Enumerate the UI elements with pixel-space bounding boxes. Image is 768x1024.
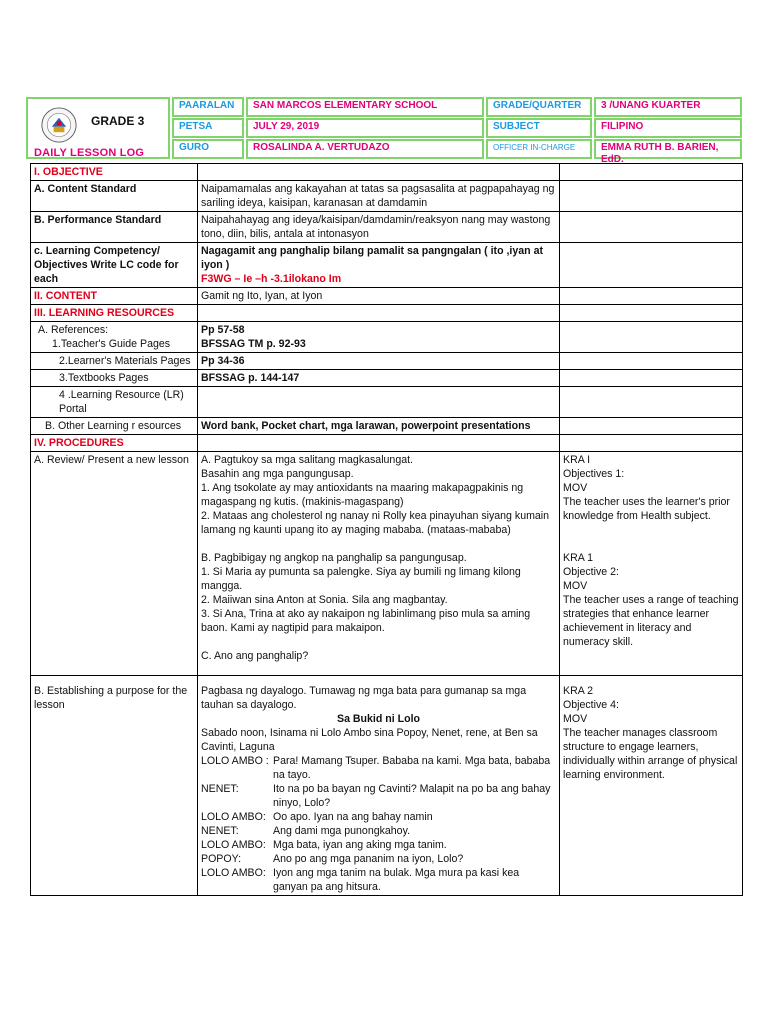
lr-portal-label: 4 .Learning Resource (LR) Portal [31,387,198,418]
performance-standard-label: B. Performance Standard [31,212,198,243]
other-resources-value: Word bank, Pocket chart, mga larawan, powerpoint presentations [198,418,560,435]
school-label: PAARALAN [172,97,244,117]
subject-value: FILIPINO [594,118,742,138]
objective-label: Objective 2: [563,566,619,578]
textbooks-pages: BFSSAG p. 144-147 [198,370,560,387]
teachers-guide-pages: Pp 57-58 [201,324,245,336]
speaker: LOLO AMBO : [201,755,269,767]
school-logo-box [26,97,170,159]
kra-description: The teacher uses the learner's prior knowledge from Health subject. [563,496,730,522]
subject-label: SUBJECT [486,118,592,138]
table-row [31,164,743,181]
table-row [31,212,743,243]
content-heading: II. CONTENT [31,288,198,305]
speaker: NENET: [201,783,239,795]
procedures-heading: IV. PROCEDURES [31,435,198,452]
purpose-label: B. Establishing a purpose for the lesson [31,676,198,896]
content-text: Gamit ng Ito, Iyan, at Iyon [198,288,560,305]
grade-quarter-label: GRADE/QUARTER [486,97,592,117]
dialogue-line [201,852,556,866]
kra-label: KRA I [563,454,591,466]
story-title: Sa Bukid ni Lolo [337,713,420,725]
lesson-log-header [26,97,742,165]
competency-label: c. Learning Competency/ Objectives Write LC code for each [31,243,198,288]
review-line: 3. Si Ana, Trina at ako ay nakaipon ng labinlimang piso mula sa aming baon. Kami ay nagtipid para makaipon. [201,608,531,634]
school-value: SAN MARCOS ELEMENTARY SCHOOL [246,97,484,117]
resources-heading: III. LEARNING RESOURCES [31,305,198,322]
kra-label: KRA 1 [563,552,594,564]
speech: Oo apo. Iyan na ang bahay namin [273,811,433,823]
table-row [31,435,743,452]
dialogue-line [201,838,556,852]
review-label: A. Review/ Present a new lesson [31,452,198,676]
deped-seal-icon [41,107,77,143]
review-line: B. Pagbibigay ng angkop na panghalip sa pangungusap. [201,552,467,564]
mov-label: MOV [563,580,588,592]
table-row [31,353,743,370]
content-standard-label: A. Content Standard [31,181,198,212]
table-row [31,387,743,418]
learners-materials-label: 2.Learner's Materials Pages [31,353,198,370]
table-row [31,452,743,676]
speech: Mga bata, iyan ang aking mga tanim. [273,839,447,851]
table-row [31,305,743,322]
dialogue-line [201,754,556,782]
teacher-value: ROSALINDA A. VERTUDAZO [246,139,484,159]
speech: Ano po ang mga pananim na iyon, Lolo? [273,853,464,865]
dialogue-line [201,866,556,894]
references-label: A. References: [38,324,109,336]
speaker: NENET: [201,825,239,837]
document-title: DAILY LESSON LOG [34,147,145,159]
textbooks-label: 3.Textbooks Pages [31,370,198,387]
table-row [31,243,743,288]
dialogue-line [201,810,556,824]
kra-description: The teacher uses a range of teaching strategies that enhance learner achievement in literacy and numeracy skill. [563,594,739,648]
objective-label: Objective 4: [563,699,619,711]
competency-text: Nagagamit ang panghalip bilang pamalit sa pangngalan ( ito ,iyan at iyon ) [201,245,543,271]
table-row [31,418,743,435]
speaker: LOLO AMBO: [201,867,266,879]
purpose-intro: Pagbasa ng dayalogo. Tumawag ng mga bata para gumanap sa mga tauhan sa dayalogo. [201,685,527,711]
other-resources-label: B. Other Learning r esources [31,418,198,435]
date-value: JULY 29, 2019 [246,118,484,138]
date-label: PETSA [172,118,244,138]
competency-code: F3WG – Ie –h -3.1ilokano Im [201,273,342,285]
kra-description: The teacher manages classroom structure to engage learners, individually within arrange of physical learning environment. [563,727,738,781]
review-line: 2. Maiiwan sina Anton at Sonia. Sila ang magbantay. [201,594,448,606]
officer-value: EMMA RUTH B. BARIEN, EdD. [594,139,742,159]
lesson-log-table [30,163,743,896]
objective-label: Objectives 1: [563,468,625,480]
review-question: C. Ano ang panghalip? [201,650,309,662]
table-row [31,370,743,387]
teacher-label: GURO [172,139,244,159]
kra-label: KRA 2 [563,685,594,697]
dialogue-line [201,782,556,810]
table-row [31,288,743,305]
table-row [31,322,743,353]
mov-label: MOV [563,482,588,494]
grade-quarter-value: 3 /UNANG KUARTER [594,97,742,117]
table-row [31,676,743,896]
review-line: Basahin ang mga pangungusap. [201,468,354,480]
performance-standard-text: Naipahahayag ang ideya/kaisipan/damdamin/reaksyon nang may wastong tono, diin, bilis, antala at intonasyon [198,212,560,243]
review-line: 1. Si Maria ay pumunta sa palengke. Siya ay bumili ng limang kilong mangga. [201,566,521,592]
review-line: A. Pagtukoy sa mga salitang magkasalungat. [201,454,413,466]
speaker: LOLO AMBO: [201,839,266,851]
speech: Para! Mamang Tsuper. Bababa na kami. Mga bata, bababa na tayo. [273,755,551,781]
speaker: LOLO AMBO: [201,811,266,823]
speech: Iyon ang mga tanim na bulak. Mga mura pa kasi kea ganyan pa ang hitsura. [273,867,520,893]
teachers-guide-bfssag: BFSSAG TM p. 92-93 [201,338,306,350]
table-row [31,181,743,212]
teachers-guide-label: 1.Teacher's Guide Pages [52,338,171,350]
speech: Ang dami mga punongkahoy. [273,825,411,837]
dialogue-line [201,824,556,838]
objective-heading: I. OBJECTIVE [31,164,198,181]
grade-label: GRADE 3 [91,114,145,128]
review-line: 2. Mataas ang cholesterol ng nanay ni Rolly kea pinayuhan siyang kumain lamang ng kaunti upang ito ay maging mababa. (mataas-mababa) [201,510,550,536]
story-setting: Sabado noon, Isinama ni Lolo Ambo sina Popoy, Nenet, rene, at Ben sa Cavinti, Laguna [201,727,538,753]
officer-label: OFFICER IN-CHARGE [486,139,592,159]
mov-label: MOV [563,713,588,725]
review-line: 1. Ang tsokolate ay may antioxidants na maaring makapagpakinis ng magaspang ng kutis. (makinis-magaspang) [201,482,524,508]
speech: Ito na po ba bayan ng Cavinti? Malapit na po ba ang bahay ninyo, Lolo? [273,783,551,809]
learners-materials-pages: Pp 34-36 [198,353,560,370]
content-standard-text: Naipamamalas ang kakayahan at tatas sa pagsasalita at pagpapahayag ng sariling ideya, kaisipan, karanasan at damdamin [198,181,560,212]
speaker: POPOY: [201,853,242,865]
